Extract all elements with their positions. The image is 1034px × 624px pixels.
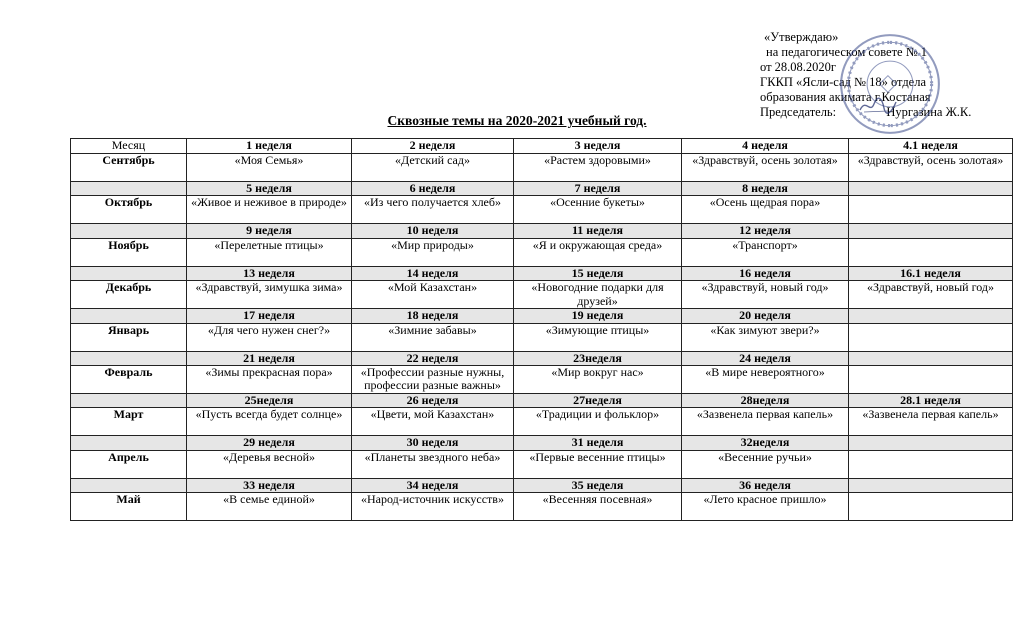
theme-cell: «Цвети, мой Казахстан» xyxy=(352,408,514,436)
week-number-cell: 27неделя xyxy=(514,394,682,408)
theme-cell: «Весенняя посевная» xyxy=(514,493,682,521)
week-number-cell: 26 неделя xyxy=(352,394,514,408)
week-row-spacer xyxy=(71,182,187,196)
week-row-spacer xyxy=(71,351,187,365)
theme-cell xyxy=(849,450,1013,478)
column-header-month: Месяц xyxy=(71,139,187,154)
week-number-cell: 8 неделя xyxy=(682,182,849,196)
theme-cell: «Первые весенние птицы» xyxy=(514,450,682,478)
month-theme-row xyxy=(71,493,1013,521)
approval-person: Нургазина Ж.К. xyxy=(886,105,972,119)
theme-cell: «Зимы прекрасная пора» xyxy=(187,366,352,394)
theme-cell: «Растем здоровыми» xyxy=(514,154,682,182)
week-number-cell xyxy=(849,351,1013,365)
week-number-row xyxy=(71,182,1013,196)
week-row-spacer xyxy=(71,436,187,450)
theme-cell: «Перелетные птицы» xyxy=(187,238,352,266)
column-header-week: 3 неделя xyxy=(514,139,682,154)
month-name-cell: Ноябрь xyxy=(71,238,187,266)
theme-cell: «Лето красное пришло» xyxy=(682,493,849,521)
week-number-cell: 10 неделя xyxy=(352,224,514,238)
column-header-week: 4 неделя xyxy=(682,139,849,154)
week-row-spacer xyxy=(71,394,187,408)
week-number-cell: 19 неделя xyxy=(514,309,682,323)
week-number-cell: 17 неделя xyxy=(187,309,352,323)
week-number-cell: 18 неделя xyxy=(352,309,514,323)
column-header-week: 2 неделя xyxy=(352,139,514,154)
theme-cell: «Профессии разные нужны, профессии разные важны» xyxy=(352,366,514,394)
theme-cell: «Из чего получается хлеб» xyxy=(352,196,514,224)
week-row-spacer xyxy=(71,478,187,492)
month-name-cell: Май xyxy=(71,493,187,521)
theme-cell: «Зазвенела первая капель» xyxy=(682,408,849,436)
theme-cell: «Осень щедрая пора» xyxy=(682,196,849,224)
week-number-cell: 16 неделя xyxy=(682,266,849,280)
month-theme-row xyxy=(71,323,1013,351)
month-name-cell: Апрель xyxy=(71,450,187,478)
week-number-cell xyxy=(849,436,1013,450)
column-header-week: 4.1 неделя xyxy=(849,139,1013,154)
theme-cell: «Планеты звездного неба» xyxy=(352,450,514,478)
week-number-cell: 25неделя xyxy=(187,394,352,408)
month-theme-row xyxy=(71,366,1013,394)
week-number-cell: 13 неделя xyxy=(187,266,352,280)
week-number-cell: 34 неделя xyxy=(352,478,514,492)
month-name-cell: Февраль xyxy=(71,366,187,394)
week-number-cell xyxy=(849,224,1013,238)
week-number-cell: 6 неделя xyxy=(352,182,514,196)
week-number-cell: 23неделя xyxy=(514,351,682,365)
week-number-row xyxy=(71,266,1013,280)
month-theme-row xyxy=(71,154,1013,182)
week-number-cell: 22 неделя xyxy=(352,351,514,365)
month-theme-row xyxy=(71,196,1013,224)
theme-cell: «Мой Казахстан» xyxy=(352,281,514,309)
approval-line: от 28.08.2020г xyxy=(760,60,837,74)
week-number-cell: 31 неделя xyxy=(514,436,682,450)
month-theme-row xyxy=(71,408,1013,436)
week-number-cell: 12 неделя xyxy=(682,224,849,238)
column-header-week: 1 неделя xyxy=(187,139,352,154)
month-theme-row xyxy=(71,281,1013,309)
week-number-cell: 35 неделя xyxy=(514,478,682,492)
month-name-cell: Январь xyxy=(71,323,187,351)
approval-line: ГККП «Ясли-сад № 18» отдела xyxy=(760,75,927,89)
theme-cell: «Осенние букеты» xyxy=(514,196,682,224)
week-number-cell: 11 неделя xyxy=(514,224,682,238)
week-number-cell: 32неделя xyxy=(682,436,849,450)
theme-cell: «Новогодние подарки для друзей» xyxy=(514,281,682,309)
theme-cell: «Весенние ручьи» xyxy=(682,450,849,478)
week-number-cell xyxy=(849,182,1013,196)
theme-cell xyxy=(849,493,1013,521)
month-name-cell: Декабрь xyxy=(71,281,187,309)
week-row-spacer xyxy=(71,266,187,280)
theme-cell: «Для чего нужен снег?» xyxy=(187,323,352,351)
theme-cell: «Детский сад» xyxy=(352,154,514,182)
month-name-cell: Сентябрь xyxy=(71,154,187,182)
theme-cell: «В семье единой» xyxy=(187,493,352,521)
theme-cell: «Деревья весной» xyxy=(187,450,352,478)
week-number-cell: 9 неделя xyxy=(187,224,352,238)
week-number-row xyxy=(71,436,1013,450)
theme-cell: «Здравствуй, осень золотая» xyxy=(682,154,849,182)
week-number-row xyxy=(71,309,1013,323)
theme-cell: «Народ-источник искусств» xyxy=(352,493,514,521)
month-name-cell: Октябрь xyxy=(71,196,187,224)
theme-cell xyxy=(849,196,1013,224)
week-number-row xyxy=(71,224,1013,238)
approval-line: «Утверждаю» xyxy=(764,30,839,44)
theme-cell: «Здравствуй, новый год» xyxy=(849,281,1013,309)
month-theme-row xyxy=(71,238,1013,266)
theme-cell xyxy=(849,238,1013,266)
theme-cell: «Как зимуют звери?» xyxy=(682,323,849,351)
theme-cell: «Здравствуй, осень золотая» xyxy=(849,154,1013,182)
week-number-cell xyxy=(849,309,1013,323)
theme-cell xyxy=(849,366,1013,394)
theme-cell: «Мир природы» xyxy=(352,238,514,266)
week-number-cell xyxy=(849,478,1013,492)
week-number-cell: 5 неделя xyxy=(187,182,352,196)
theme-cell: «Я и окружающая среда» xyxy=(514,238,682,266)
week-number-cell: 21 неделя xyxy=(187,351,352,365)
week-number-cell: 20 неделя xyxy=(682,309,849,323)
week-number-row xyxy=(71,478,1013,492)
approval-role: Председатель: xyxy=(760,105,837,119)
month-name-cell: Март xyxy=(71,408,187,436)
week-row-spacer xyxy=(71,309,187,323)
theme-cell: «Зимующие птицы» xyxy=(514,323,682,351)
month-theme-row xyxy=(71,450,1013,478)
theme-cell xyxy=(849,323,1013,351)
theme-cell: «В мире невероятного» xyxy=(682,366,849,394)
week-number-row xyxy=(71,394,1013,408)
approval-line: на педагогическом совете № 1 xyxy=(766,45,928,59)
week-number-cell: 29 неделя xyxy=(187,436,352,450)
theme-cell: «Моя Семья» xyxy=(187,154,352,182)
week-number-cell: 7 неделя xyxy=(514,182,682,196)
theme-cell: «Живое и неживое в природе» xyxy=(187,196,352,224)
theme-cell: «Мир вокруг нас» xyxy=(514,366,682,394)
week-number-cell: 24 неделя xyxy=(682,351,849,365)
week-number-cell: 33 неделя xyxy=(187,478,352,492)
week-row-spacer xyxy=(71,224,187,238)
header-row xyxy=(71,139,1013,154)
theme-cell: «Традиции и фольклор» xyxy=(514,408,682,436)
theme-cell: «Транспорт» xyxy=(682,238,849,266)
week-number-cell: 30 неделя xyxy=(352,436,514,450)
theme-cell: «Здравствуй, зимушка зима» xyxy=(187,281,352,309)
theme-cell: «Здравствуй, новый год» xyxy=(682,281,849,309)
themes-table xyxy=(70,138,1013,521)
theme-cell: «Зазвенела первая капель» xyxy=(849,408,1013,436)
theme-cell: «Пусть всегда будет солнце» xyxy=(187,408,352,436)
approval-line: образования акимата г.Костаная xyxy=(760,90,931,104)
week-number-cell: 28.1 неделя xyxy=(849,394,1013,408)
week-number-cell: 28неделя xyxy=(682,394,849,408)
week-number-row xyxy=(71,351,1013,365)
theme-cell: «Зимние забавы» xyxy=(352,323,514,351)
week-number-cell: 15 неделя xyxy=(514,266,682,280)
week-number-cell: 14 неделя xyxy=(352,266,514,280)
week-number-cell: 36 неделя xyxy=(682,478,849,492)
page-title: Сквозные темы на 2020-2021 учебный год. xyxy=(387,113,647,128)
week-number-cell: 16.1 неделя xyxy=(849,266,1013,280)
